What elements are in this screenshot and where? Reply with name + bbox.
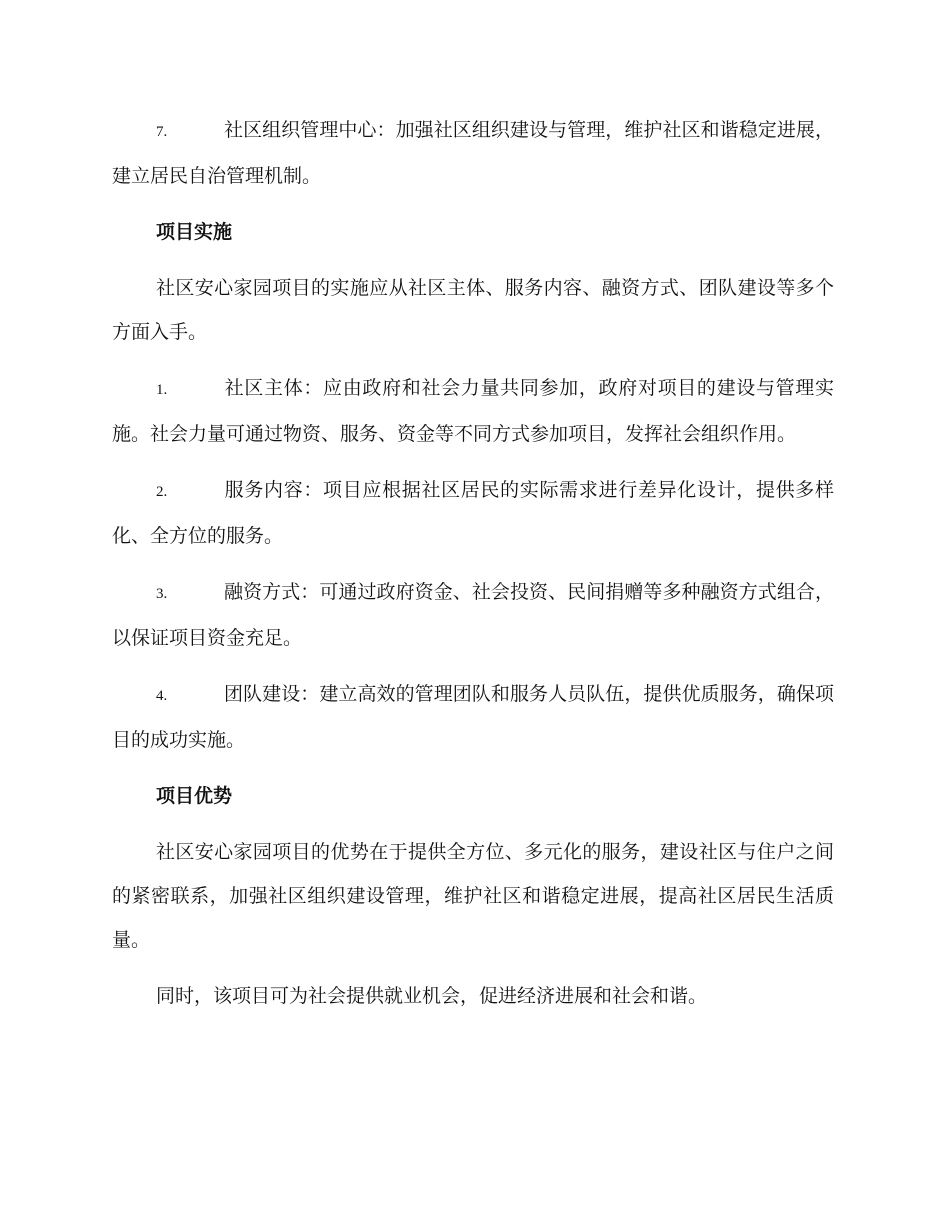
list-item-text: 服务内容：项目应根据社区居民的实际需求进行差异化设计，提供多样化、全方位的服务。 bbox=[112, 479, 834, 547]
list-item-text: 融资方式：可通过政府资金、社会投资、民间捐赠等多种融资方式组合，以保证项目资金充足。 bbox=[112, 581, 834, 649]
paragraph-advantages: 社区安心家园项目的优势在于提供全方位、多元化的服务，建设社区与住户之间的紧密联系，加强社区组织建设管理，维护社区和谐稳定进展，提高社区居民生活质量。 bbox=[112, 841, 834, 951]
list-number: 3. bbox=[156, 586, 168, 602]
paragraph-implementation-intro: 社区安心家园项目的实施应从社区主体、服务内容、融资方式、团队建设等多个方面入手。 bbox=[112, 277, 834, 343]
list-item-4 bbox=[112, 672, 834, 762]
list-item-2 bbox=[112, 468, 834, 558]
list-item-1 bbox=[112, 366, 834, 456]
list-number: 4. bbox=[156, 688, 168, 704]
section-heading-advantages: 项目优势 bbox=[156, 785, 233, 807]
list-item-7 bbox=[112, 108, 834, 198]
list-number: 1. bbox=[156, 382, 168, 398]
section-heading-implementation: 项目实施 bbox=[156, 221, 233, 243]
list-number: 2. bbox=[156, 484, 168, 500]
list-number: 7. bbox=[156, 124, 168, 140]
list-item-text: 社区组织管理中心：加强社区组织建设与管理，维护社区和谐稳定进展，建立居民自治管理机制。 bbox=[112, 119, 834, 187]
document-body bbox=[112, 108, 834, 1030]
paragraph-social-benefits: 同时，该项目可为社会提供就业机会，促进经济进展和社会和谐。 bbox=[156, 985, 708, 1007]
list-item-text: 社区主体：应由政府和社会力量共同参加，政府对项目的建设与管理实施。社会力量可通过物资、服务、资金等不同方式参加项目，发挥社会组织作用。 bbox=[112, 377, 834, 445]
list-item-3 bbox=[112, 570, 834, 660]
list-item-text: 团队建设：建立高效的管理团队和服务人员队伍，提供优质服务，确保项目的成功实施。 bbox=[112, 683, 834, 751]
